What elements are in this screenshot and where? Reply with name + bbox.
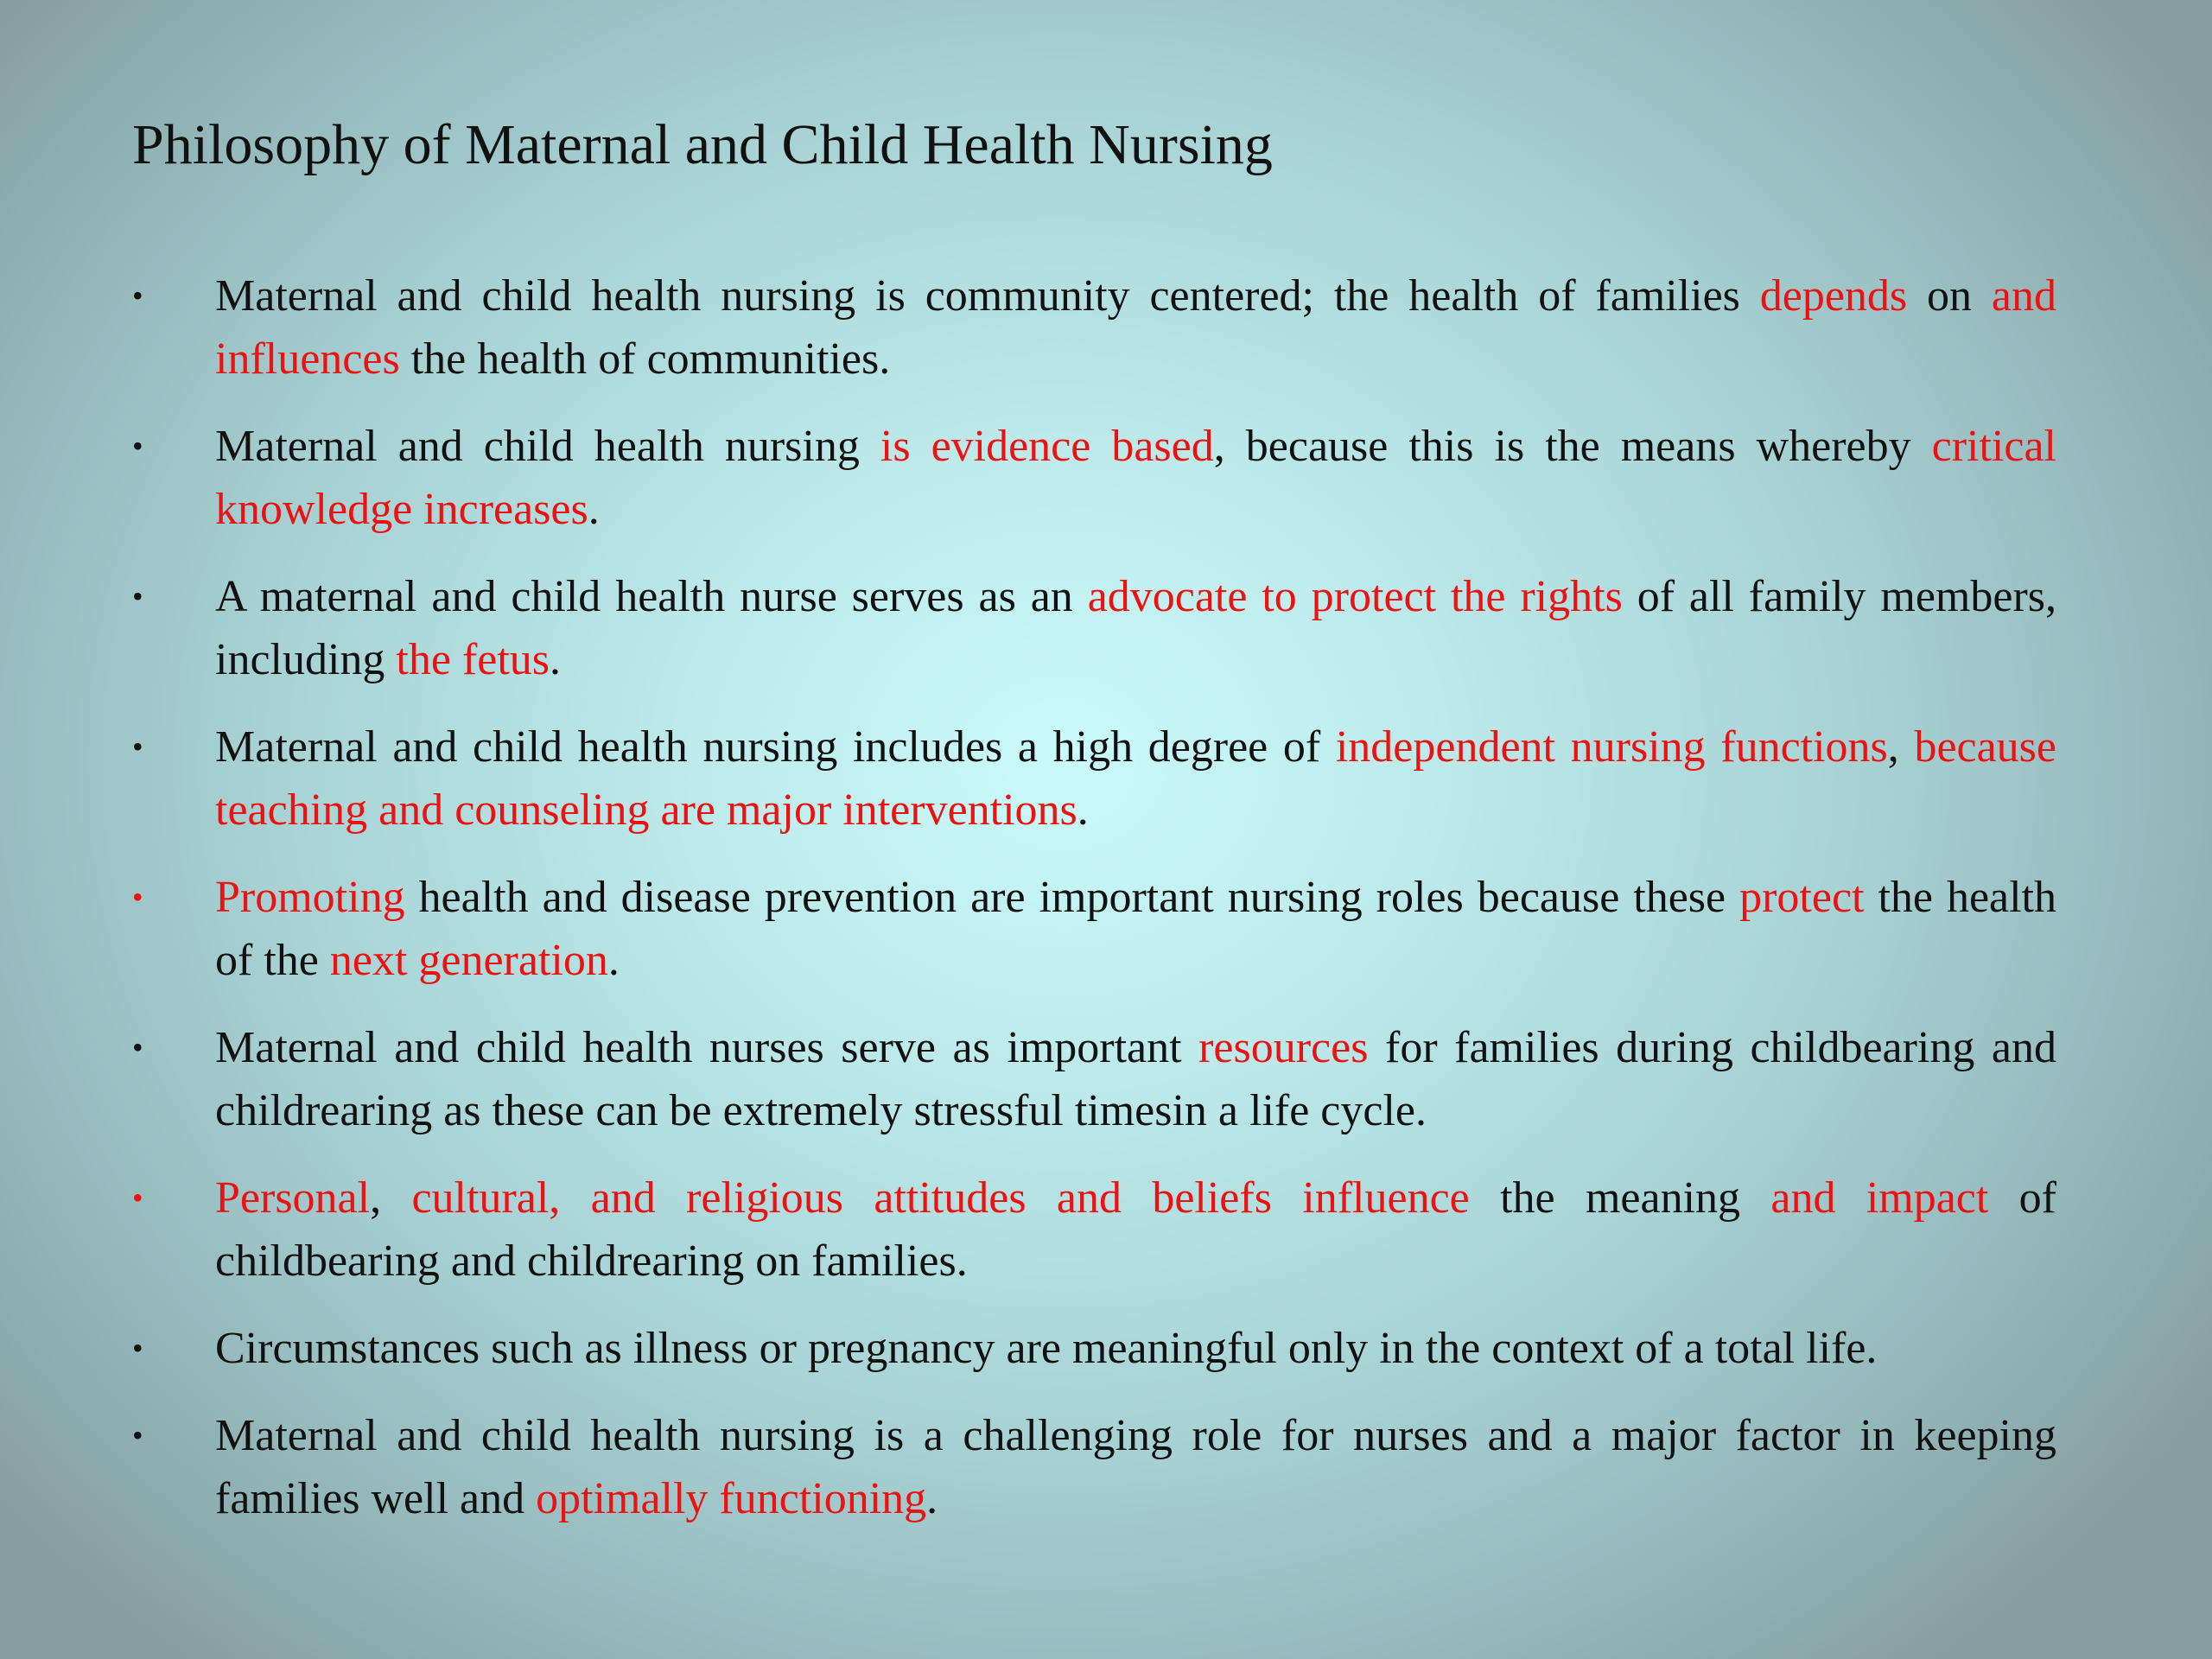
body-text: Maternal and child health nursing (215, 422, 880, 471)
body-text: . (588, 485, 600, 534)
body-text: on (1907, 271, 1992, 321)
body-text: for families during childbearing and childrearing as these can be extremely stressful timesin a life cycle. (215, 1023, 2056, 1135)
bullet-marker: • (132, 278, 143, 313)
bullet-marker: • (132, 1030, 143, 1065)
highlighted-text: depends (1759, 271, 1908, 321)
body-text: the health of communities. (399, 334, 891, 384)
highlighted-text: independent nursing functions (1335, 722, 1888, 772)
body-text: health and disease prevention are important nursing roles because these (404, 873, 1740, 922)
bullet-marker: • (132, 1180, 143, 1215)
bullet-item (132, 866, 2056, 992)
bullet-item (132, 1317, 2056, 1380)
body-text: , (370, 1173, 412, 1223)
highlighted-text: resources (1198, 1023, 1369, 1072)
bullet-marker: • (132, 1418, 143, 1452)
body-text: , because this is the means whereby (1213, 422, 1932, 471)
highlighted-text: cultural, and religious attitudes and beliefs influence (411, 1173, 1470, 1223)
bullet-marker: • (132, 729, 143, 764)
highlighted-text: Personal (215, 1173, 371, 1223)
body-text: of all family members, including (215, 572, 2057, 684)
highlighted-text: Promoting (215, 873, 405, 922)
body-text: of childbearing and childrearing on families. (215, 1173, 2056, 1286)
highlighted-text: is evidence based (880, 422, 1214, 471)
highlighted-text: optimally functioning (536, 1474, 927, 1523)
slide-title: Philosophy of Maternal and Child Health Nursing (132, 113, 1273, 176)
bullet-marker: • (132, 429, 143, 463)
body-text: the health of the (215, 873, 2056, 985)
highlighted-text: because teaching and counseling are major interventions (215, 722, 2056, 835)
highlighted-text: advocate to protect the rights (1087, 572, 1623, 621)
body-text: Maternal and child health nursing includes a high degree of (215, 722, 1336, 772)
body-text: . (607, 936, 620, 985)
body-text: A maternal and child health nurse serves as an (215, 572, 1088, 621)
highlighted-text: the fetus (396, 635, 550, 684)
body-text: . (926, 1474, 938, 1523)
highlighted-text: next generation (329, 936, 608, 985)
body-text: Circumstances such as illness or pregnancy are meaningful only in the context of a total life. (215, 1324, 1878, 1373)
bullet-item (132, 264, 2056, 391)
highlighted-text: and influences (215, 271, 2057, 384)
bullet-item (132, 415, 2056, 541)
bullet-marker: • (132, 579, 143, 613)
body-text: . (550, 635, 562, 684)
highlighted-text: protect (1739, 873, 1865, 922)
body-text: Maternal and child health nurses serve as important (215, 1023, 1199, 1072)
body-text: the meaning (1469, 1173, 1771, 1223)
bullet-item (132, 1166, 2056, 1293)
body-text: Maternal and child health nursing is community centered; the health of families (215, 271, 1760, 321)
body-text: . (1077, 785, 1089, 835)
body-text: Maternal and child health nursing is a challenging role for nurses and a major factor in keeping families well and (215, 1411, 2056, 1523)
bullet-list (132, 264, 2056, 1554)
bullet-item (132, 565, 2056, 691)
bullet-marker: • (132, 880, 143, 914)
highlighted-text: and impact (1770, 1173, 1989, 1223)
body-text: , (1887, 722, 1915, 772)
bullet-item (132, 1016, 2056, 1142)
bullet-item (132, 1404, 2056, 1530)
bullet-marker: • (132, 1331, 143, 1365)
bullet-item (132, 715, 2056, 842)
highlighted-text: critical knowledge increases (215, 422, 2056, 534)
